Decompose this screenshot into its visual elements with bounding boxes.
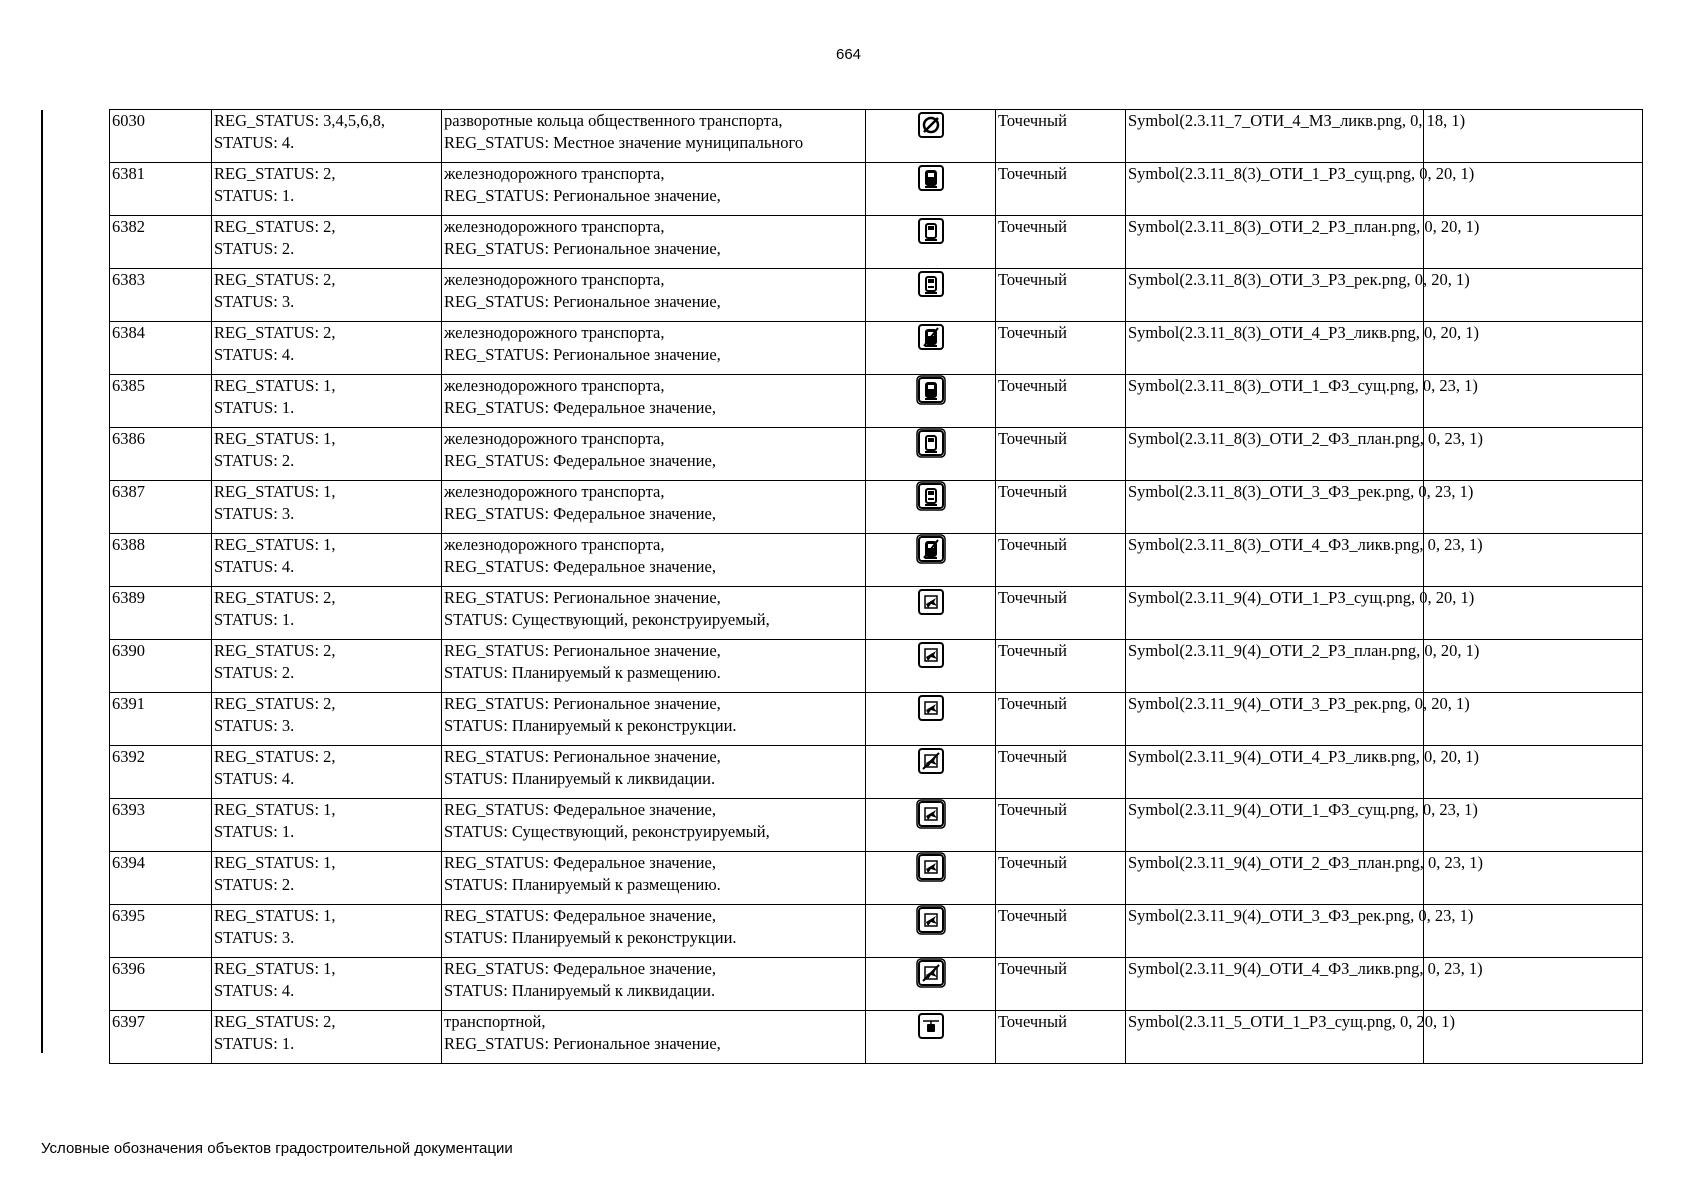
filter-line: REG_STATUS: 3,4,5,6,8, [214, 111, 386, 130]
row-id: 6384 [112, 323, 145, 342]
filter-line: STATUS: 4. [214, 769, 295, 788]
geometry-type: Точечный [998, 270, 1067, 289]
description-cell [442, 958, 866, 1011]
description-line: железнодорожного транспорта, [444, 217, 665, 236]
description-line: REG_STATUS: Региональное значение, [444, 694, 721, 713]
table-row [110, 269, 1643, 322]
table-row [110, 640, 1643, 693]
symbol-expression-cell [1126, 1011, 1455, 1064]
symbol-cell [866, 216, 996, 269]
description-line: REG_STATUS: Региональное значение, [444, 588, 721, 607]
geometry-type-cell [996, 163, 1126, 216]
geometry-type-cell [996, 746, 1126, 799]
filter-line: STATUS: 3. [214, 716, 295, 735]
symbol-cell [866, 163, 996, 216]
filter-cell [212, 799, 442, 852]
geometry-type-cell [996, 428, 1126, 481]
filter-cell [212, 905, 442, 958]
row-id: 6390 [112, 641, 145, 660]
row-id-cell [110, 1011, 212, 1064]
symbol-cell [866, 587, 996, 640]
filter-cell [212, 216, 442, 269]
geometry-type: Точечный [998, 323, 1067, 342]
row-id: 6396 [112, 959, 145, 978]
row-id-cell [110, 375, 212, 428]
symbol-expression-cell [1126, 110, 1466, 163]
railway-planned-regional-icon [916, 216, 946, 246]
symbol-expression: Symbol(2.3.11_9(4)_ОТИ_1_РЗ_сущ.png, 0, 20, 1) [1128, 588, 1475, 607]
symbol-expression-cell [1126, 640, 1480, 693]
symbol-expression: Symbol(2.3.11_8(3)_ОТИ_3_РЗ_рек.png, 0, 20, 1) [1128, 270, 1470, 289]
symbol-cell [866, 799, 996, 852]
filter-cell [212, 746, 442, 799]
filter-line: STATUS: 1. [214, 398, 295, 417]
description-cell [442, 428, 866, 481]
airport-liquidated-regional-icon [916, 746, 946, 776]
table-row [110, 1011, 1643, 1064]
filter-cell [212, 110, 442, 163]
symbol-cell [866, 958, 996, 1011]
page-number: 664 [835, 46, 862, 63]
geometry-type-cell [996, 1011, 1126, 1064]
geometry-type-cell [996, 216, 1126, 269]
description-cell [442, 693, 866, 746]
railway-liquidated-federal-icon [916, 534, 946, 564]
filter-line: STATUS: 2. [214, 875, 295, 894]
table-row [110, 216, 1643, 269]
row-id: 6387 [112, 482, 145, 501]
symbol-expression-cell [1126, 746, 1480, 799]
description-line: REG_STATUS: Федеральное значение, [444, 959, 716, 978]
table-row [110, 693, 1643, 746]
description-line: железнодорожного транспорта, [444, 429, 665, 448]
row-id-cell [110, 640, 212, 693]
symbol-expression: Symbol(2.3.11_9(4)_ОТИ_2_ФЗ_план.png, 0, 23, 1) [1128, 853, 1484, 872]
description-line: REG_STATUS: Региональное значение, [444, 747, 721, 766]
symbol-expression: Symbol(2.3.11_8(3)_ОТИ_4_ФЗ_ликв.png, 0, 23, 1) [1128, 535, 1483, 554]
symbol-cell [866, 481, 996, 534]
description-line: REG_STATUS: Федеральное значение, [444, 800, 716, 819]
description-cell [442, 216, 866, 269]
description-line: STATUS: Планируемый к размещению. [444, 663, 721, 682]
symbol-expression: Symbol(2.3.11_9(4)_ОТИ_4_ФЗ_ликв.png, 0, 23, 1) [1128, 959, 1483, 978]
bus-loop-liquidated-icon [916, 110, 946, 140]
row-id: 6385 [112, 376, 145, 395]
description-line: REG_STATUS: Федеральное значение, [444, 398, 716, 417]
filter-line: REG_STATUS: 1, [214, 429, 336, 448]
row-id-cell [110, 958, 212, 1011]
filter-line: REG_STATUS: 1, [214, 376, 336, 395]
table-row [110, 375, 1643, 428]
symbols-table [109, 109, 1643, 1064]
description-cell [442, 852, 866, 905]
geometry-type: Точечный [998, 535, 1067, 554]
row-id-cell [110, 587, 212, 640]
description-cell [442, 481, 866, 534]
table-row [110, 799, 1643, 852]
table-row [110, 322, 1643, 375]
row-id: 6388 [112, 535, 145, 554]
symbol-expression-cell [1126, 322, 1480, 375]
symbol-expression: Symbol(2.3.11_8(3)_ОТИ_4_РЗ_ликв.png, 0, 20, 1) [1128, 323, 1480, 342]
row-id-cell [110, 481, 212, 534]
symbol-expression: Symbol(2.3.11_8(3)_ОТИ_1_ФЗ_сущ.png, 0, 23, 1) [1128, 376, 1478, 395]
description-line: REG_STATUS: Региональное значение, [444, 345, 721, 364]
filter-line: STATUS: 1. [214, 186, 295, 205]
filter-cell [212, 481, 442, 534]
description-line: STATUS: Планируемый к реконструкции. [444, 716, 737, 735]
description-cell [442, 534, 866, 587]
description-cell [442, 163, 866, 216]
symbol-expression: Symbol(2.3.11_8(3)_ОТИ_1_РЗ_сущ.png, 0, 20, 1) [1128, 164, 1475, 183]
symbol-cell [866, 640, 996, 693]
description-line: STATUS: Планируемый к реконструкции. [444, 928, 737, 947]
table-row [110, 746, 1643, 799]
description-line: REG_STATUS: Региональное значение, [444, 641, 721, 660]
filter-cell [212, 163, 442, 216]
description-line: железнодорожного транспорта, [444, 270, 665, 289]
description-line: STATUS: Планируемый к ликвидации. [444, 981, 716, 1000]
airport-reconstruction-regional-icon [916, 693, 946, 723]
filter-cell [212, 534, 442, 587]
geometry-type: Точечный [998, 111, 1067, 130]
table-row [110, 587, 1643, 640]
symbol-expression: Symbol(2.3.11_9(4)_ОТИ_2_РЗ_план.png, 0, 20, 1) [1128, 641, 1480, 660]
geometry-type-cell [996, 534, 1126, 587]
geometry-type: Точечный [998, 429, 1067, 448]
row-id: 6391 [112, 694, 145, 713]
table-row [110, 905, 1643, 958]
filter-line: REG_STATUS: 2, [214, 164, 336, 183]
row-id: 6393 [112, 800, 145, 819]
geometry-type-cell [996, 587, 1126, 640]
airport-liquidated-federal-icon [916, 958, 946, 988]
description-cell [442, 799, 866, 852]
table-row [110, 852, 1643, 905]
filter-line: REG_STATUS: 1, [214, 482, 336, 501]
geometry-type: Точечный [998, 641, 1067, 660]
geometry-type-cell [996, 110, 1126, 163]
geometry-type: Точечный [998, 694, 1067, 713]
symbol-cell [866, 375, 996, 428]
symbol-cell [866, 1011, 996, 1064]
filter-line: REG_STATUS: 2, [214, 747, 336, 766]
filter-line: REG_STATUS: 2, [214, 641, 336, 660]
filter-line: REG_STATUS: 2, [214, 694, 336, 713]
railway-existing-federal-icon [916, 375, 946, 405]
description-cell [442, 587, 866, 640]
filter-line: REG_STATUS: 2, [214, 588, 336, 607]
filter-line: REG_STATUS: 1, [214, 959, 336, 978]
description-cell [442, 110, 866, 163]
row-id: 6382 [112, 217, 145, 236]
filter-cell [212, 852, 442, 905]
symbol-expression-cell [1126, 163, 1475, 216]
filter-line: STATUS: 2. [214, 239, 295, 258]
description-cell [442, 375, 866, 428]
description-line: REG_STATUS: Региональное значение, [444, 239, 721, 258]
description-line: разворотные кольца общественного транспорта, [444, 111, 783, 130]
filter-line: REG_STATUS: 2, [214, 270, 336, 289]
footer-caption: Условные обозначения объектов градостроительной документации [41, 1140, 513, 1157]
filter-line: REG_STATUS: 2, [214, 323, 336, 342]
row-id: 6383 [112, 270, 145, 289]
filter-line: REG_STATUS: 1, [214, 800, 336, 819]
row-id: 6389 [112, 588, 145, 607]
filter-line: STATUS: 4. [214, 557, 295, 576]
description-line: STATUS: Существующий, реконструируемый, [444, 822, 770, 841]
symbol-expression-cell [1126, 799, 1478, 852]
filter-line: STATUS: 4. [214, 133, 295, 152]
geometry-type: Точечный [998, 376, 1067, 395]
filter-line: STATUS: 4. [214, 345, 295, 364]
margin-line [41, 110, 43, 1053]
geometry-type-cell [996, 852, 1126, 905]
description-line: железнодорожного транспорта, [444, 376, 665, 395]
table-row [110, 481, 1643, 534]
row-id-cell [110, 216, 212, 269]
description-cell [442, 746, 866, 799]
description-line: REG_STATUS: Местное значение муниципального [444, 133, 804, 152]
row-id: 6381 [112, 164, 145, 183]
symbol-expression-cell [1126, 852, 1484, 905]
row-id-cell [110, 799, 212, 852]
symbol-cell [866, 693, 996, 746]
description-line: REG_STATUS: Федеральное значение, [444, 853, 716, 872]
symbol-cell [866, 110, 996, 163]
description-cell [442, 905, 866, 958]
filter-cell [212, 428, 442, 481]
airport-planned-regional-icon [916, 640, 946, 670]
row-id: 6395 [112, 906, 145, 925]
description-line: железнодорожного транспорта, [444, 535, 665, 554]
symbol-expression-cell [1126, 428, 1484, 481]
geometry-type-cell [996, 269, 1126, 322]
geometry-type-cell [996, 958, 1126, 1011]
filter-cell [212, 269, 442, 322]
symbol-cell [866, 534, 996, 587]
geometry-type: Точечный [998, 217, 1067, 236]
symbol-expression-cell [1126, 216, 1480, 269]
description-line: REG_STATUS: Региональное значение, [444, 292, 721, 311]
description-line: железнодорожного транспорта, [444, 164, 665, 183]
symbol-expression-cell [1126, 693, 1470, 746]
description-line: REG_STATUS: Федеральное значение, [444, 451, 716, 470]
description-line: железнодорожного транспорта, [444, 323, 665, 342]
symbol-cell [866, 905, 996, 958]
geometry-type-cell [996, 905, 1126, 958]
railway-planned-federal-icon [916, 428, 946, 458]
symbol-expression: Symbol(2.3.11_9(4)_ОТИ_4_РЗ_ликв.png, 0, 20, 1) [1128, 747, 1480, 766]
description-line: REG_STATUS: Федеральное значение, [444, 557, 716, 576]
filter-cell [212, 958, 442, 1011]
airport-reconstruction-federal-icon [916, 905, 946, 935]
filter-cell [212, 640, 442, 693]
geometry-type: Точечный [998, 588, 1067, 607]
geometry-type: Точечный [998, 853, 1067, 872]
row-id: 6392 [112, 747, 145, 766]
railway-reconstruction-regional-icon [916, 269, 946, 299]
geometry-type: Точечный [998, 164, 1067, 183]
empty-cell [1424, 1011, 1643, 1064]
geometry-type: Точечный [998, 1012, 1067, 1031]
symbol-expression: Symbol(2.3.11_9(4)_ОТИ_1_ФЗ_сущ.png, 0, 23, 1) [1128, 800, 1478, 819]
geometry-type-cell [996, 799, 1126, 852]
railway-existing-regional-icon [916, 163, 946, 193]
description-cell [442, 269, 866, 322]
filter-line: STATUS: 1. [214, 1034, 295, 1053]
geometry-type: Точечный [998, 482, 1067, 501]
railway-reconstruction-federal-icon [916, 481, 946, 511]
row-id: 6397 [112, 1012, 145, 1031]
description-line: транспортной, [444, 1012, 546, 1031]
filter-line: STATUS: 1. [214, 822, 295, 841]
table-row [110, 163, 1643, 216]
filter-line: STATUS: 3. [214, 292, 295, 311]
filter-line: STATUS: 2. [214, 663, 295, 682]
filter-cell [212, 322, 442, 375]
symbol-cell [866, 852, 996, 905]
symbol-expression: Symbol(2.3.11_8(3)_ОТИ_3_ФЗ_рек.png, 0, 23, 1) [1128, 482, 1474, 501]
geometry-type: Точечный [998, 959, 1067, 978]
row-id-cell [110, 534, 212, 587]
geometry-type-cell [996, 481, 1126, 534]
row-id: 6394 [112, 853, 145, 872]
railway-liquidated-regional-icon [916, 322, 946, 352]
filter-line: REG_STATUS: 1, [214, 853, 336, 872]
filter-line: REG_STATUS: 2, [214, 217, 336, 236]
description-line: REG_STATUS: Федеральное значение, [444, 504, 716, 523]
filter-line: STATUS: 3. [214, 928, 295, 947]
symbol-expression: Symbol(2.3.11_9(4)_ОТИ_3_РЗ_рек.png, 0, 20, 1) [1128, 694, 1470, 713]
table-row [110, 110, 1643, 163]
filter-cell [212, 693, 442, 746]
description-line: железнодорожного транспорта, [444, 482, 665, 501]
table-row [110, 958, 1643, 1011]
cable-car-existing-regional-icon [916, 1011, 946, 1041]
row-id-cell [110, 428, 212, 481]
symbol-expression: Symbol(2.3.11_8(3)_ОТИ_2_ФЗ_план.png, 0, 23, 1) [1128, 429, 1484, 448]
geometry-type-cell [996, 640, 1126, 693]
table-row [110, 428, 1643, 481]
symbol-expression-cell [1126, 905, 1474, 958]
filter-line: REG_STATUS: 1, [214, 535, 336, 554]
filter-cell [212, 1011, 442, 1064]
row-id-cell [110, 852, 212, 905]
geometry-type-cell [996, 375, 1126, 428]
symbol-expression: Symbol(2.3.11_9(4)_ОТИ_3_ФЗ_рек.png, 0, 23, 1) [1128, 906, 1474, 925]
symbol-cell [866, 746, 996, 799]
description-line: REG_STATUS: Региональное значение, [444, 186, 721, 205]
table-row [110, 534, 1643, 587]
filter-line: STATUS: 2. [214, 451, 295, 470]
geometry-type-cell [996, 693, 1126, 746]
geometry-type: Точечный [998, 747, 1067, 766]
filter-line: STATUS: 1. [214, 610, 295, 629]
symbol-cell [866, 269, 996, 322]
symbol-expression: Symbol(2.3.11_8(3)_ОТИ_2_РЗ_план.png, 0, 20, 1) [1128, 217, 1480, 236]
airport-planned-federal-icon [916, 852, 946, 882]
filter-cell [212, 375, 442, 428]
row-id-cell [110, 110, 212, 163]
filter-cell [212, 587, 442, 640]
symbol-expression-cell [1126, 587, 1475, 640]
symbol-expression: Symbol(2.3.11_7_ОТИ_4_МЗ_ликв.png, 0, 18, 1) [1128, 111, 1466, 130]
geometry-type: Точечный [998, 906, 1067, 925]
geometry-type-cell [996, 322, 1126, 375]
symbol-expression-cell [1126, 534, 1483, 587]
symbol-expression-cell [1126, 269, 1470, 322]
geometry-type: Точечный [998, 800, 1067, 819]
description-line: STATUS: Планируемый к размещению. [444, 875, 721, 894]
symbol-cell [866, 322, 996, 375]
row-id: 6386 [112, 429, 145, 448]
symbol-expression-cell [1126, 958, 1483, 1011]
symbol-cell [866, 428, 996, 481]
symbol-expression-cell [1126, 481, 1474, 534]
row-id: 6030 [112, 111, 145, 130]
description-line: STATUS: Планируемый к ликвидации. [444, 769, 716, 788]
row-id-cell [110, 269, 212, 322]
row-id-cell [110, 693, 212, 746]
description-cell [442, 322, 866, 375]
description-line: STATUS: Существующий, реконструируемый, [444, 610, 770, 629]
row-id-cell [110, 322, 212, 375]
symbol-expression-cell [1126, 375, 1478, 428]
row-id-cell [110, 905, 212, 958]
airport-existing-federal-icon [916, 799, 946, 829]
description-line: REG_STATUS: Региональное значение, [444, 1034, 721, 1053]
row-id-cell [110, 746, 212, 799]
filter-line: STATUS: 4. [214, 981, 295, 1000]
description-line: REG_STATUS: Федеральное значение, [444, 906, 716, 925]
airport-existing-regional-icon [916, 587, 946, 617]
filter-line: REG_STATUS: 1, [214, 906, 336, 925]
filter-line: STATUS: 3. [214, 504, 295, 523]
filter-line: REG_STATUS: 2, [214, 1012, 336, 1031]
symbol-expression: Symbol(2.3.11_5_ОТИ_1_РЗ_сущ.png, 0, 20, 1) [1128, 1012, 1455, 1031]
row-id-cell [110, 163, 212, 216]
description-cell [442, 1011, 866, 1064]
description-cell [442, 640, 866, 693]
